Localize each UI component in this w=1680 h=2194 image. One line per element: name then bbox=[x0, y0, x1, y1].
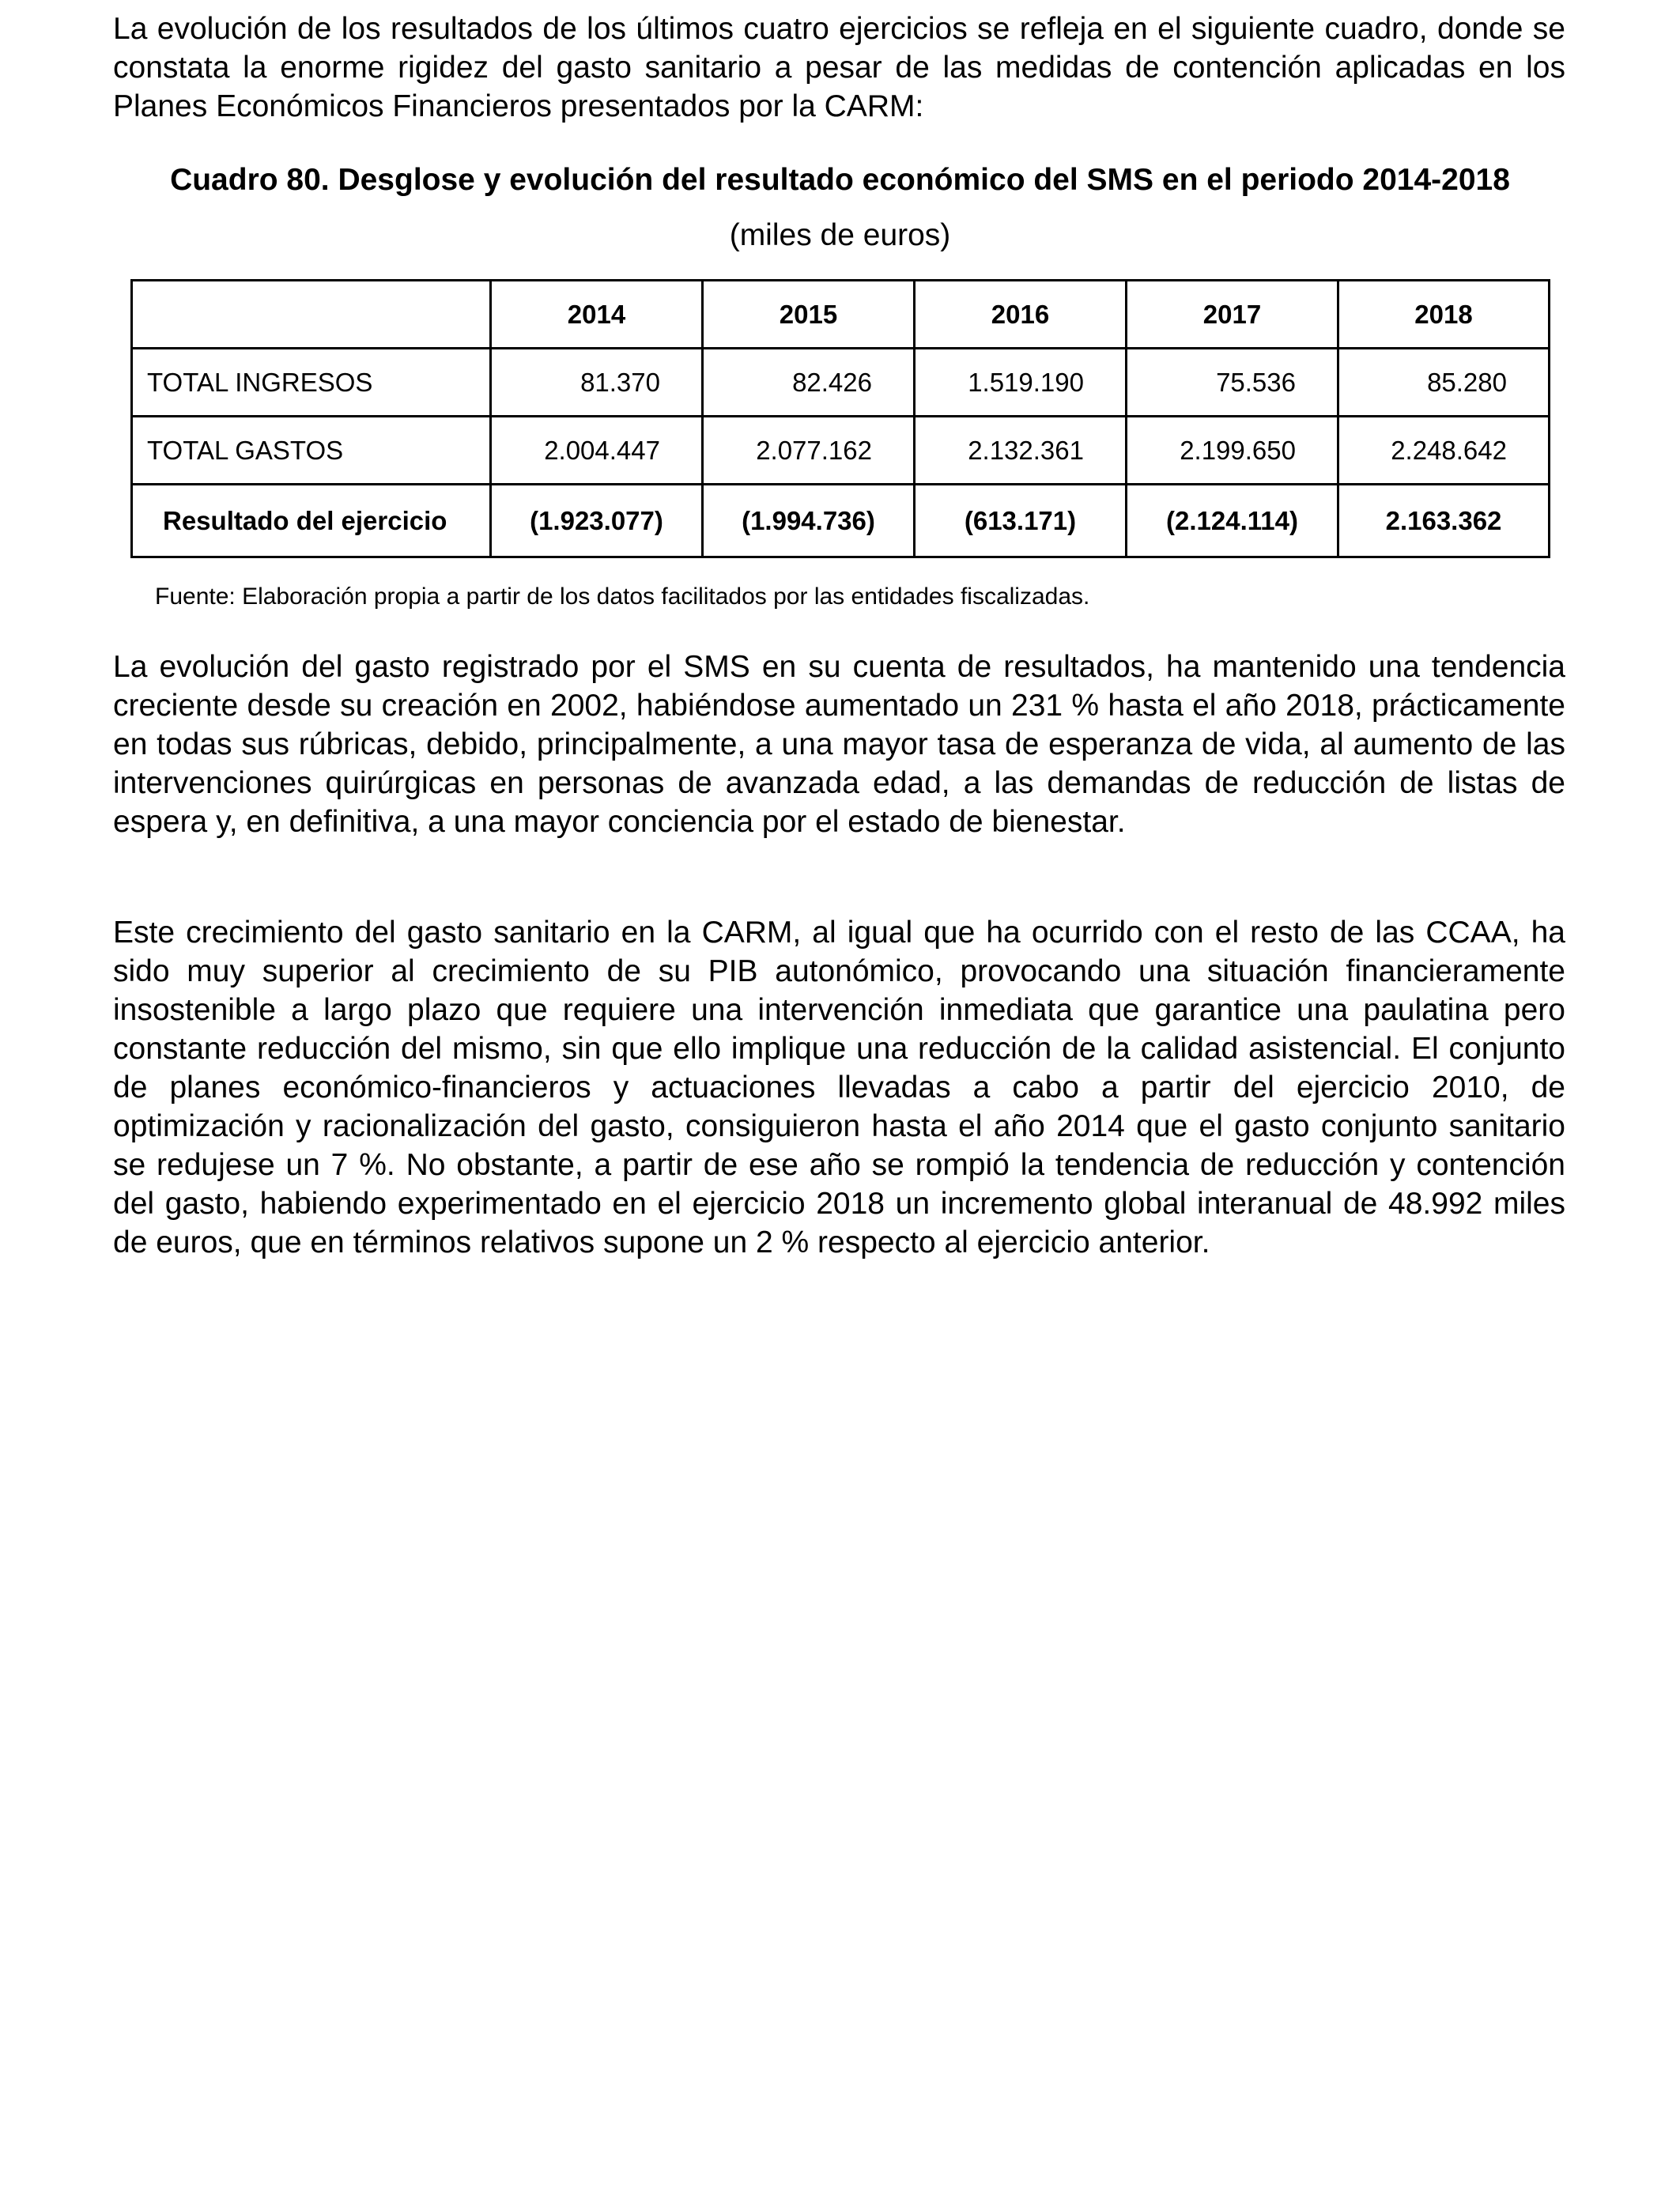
table-row-gastos bbox=[132, 417, 1550, 485]
results-table bbox=[130, 279, 1550, 558]
source-note: Fuente: Elaboración propia a partir de los datos facilitados por las entidades fiscalizadas. bbox=[155, 583, 1090, 610]
table-cell: 2.163.362 bbox=[1338, 485, 1550, 557]
row-label: TOTAL INGRESOS bbox=[132, 349, 491, 417]
year-header: 2016 bbox=[915, 281, 1127, 349]
growth-paragraph: Este crecimiento del gasto sanitario en la CARM, al igual que ha ocurrido con el resto de las CCAA, ha sido muy superior al crecimiento de su PIB autonómico, provocando una situación financieramente insostenible a largo plazo que requiere una intervención inmediata que garantice una paulatina pero constante reducción del mismo, sin que ello implique una reducción de la calidad asistencial. El conjunto de planes económico-financieros y actuaciones llevadas a cabo a partir del ejercicio 2010, de optimización y racionalización del gasto, consiguieron hasta el año 2014 que el gasto conjunto sanitario se redujese un 7 %. No obstante, a partir de ese año se rompió la tendencia de reducción y contención del gasto, habiendo experimentado en el ejercicio 2018 un incremento global interanual de 48.992 miles de euros, que en términos relativos supone un 2 % respecto al ejercicio anterior. bbox=[113, 916, 1565, 1259]
evolution-paragraph: La evolución del gasto registrado por el SMS en su cuenta de resultados, ha mantenido una tendencia creciente desde su creación en 2002, habiéndose aumentado un 231 % hasta el año 2018, prácticamente en todas sus rúbricas, debido, principalmente, a una mayor tasa de esperanza de vida, al aumento de las intervenciones quirúrgicas en personas de avanzada edad, a las demandas de reducción de listas de espera y, en definitiva, a una mayor conciencia por el estado de bienestar. bbox=[113, 650, 1565, 839]
table-cell: 81.370 bbox=[491, 349, 703, 417]
table-cell: 2.004.447 bbox=[491, 417, 703, 485]
table-corner-cell bbox=[132, 281, 491, 349]
table-row-resultado bbox=[132, 485, 1550, 557]
table-header-row bbox=[132, 281, 1550, 349]
year-header: 2017 bbox=[1127, 281, 1338, 349]
table-cell: 2.248.642 bbox=[1338, 417, 1550, 485]
table-unit: (miles de euros) bbox=[729, 218, 951, 252]
table-cell: 2.199.650 bbox=[1127, 417, 1338, 485]
table-cell: (1.994.736) bbox=[703, 485, 915, 557]
intro-paragraph: La evolución de los resultados de los últimos cuatro ejercicios se refleja en el siguiente cuadro, donde se constata la enorme rigidez del gasto sanitario a pesar de las medidas de contención aplicadas en los Planes Económicos Financieros presentados por la CARM: bbox=[113, 12, 1565, 123]
table-cell: 75.536 bbox=[1127, 349, 1338, 417]
row-label: TOTAL GASTOS bbox=[132, 417, 491, 485]
year-header: 2014 bbox=[491, 281, 703, 349]
table-cell: 2.077.162 bbox=[703, 417, 915, 485]
table-row-ingresos bbox=[132, 349, 1550, 417]
year-header: 2018 bbox=[1338, 281, 1550, 349]
table-cell: (2.124.114) bbox=[1127, 485, 1338, 557]
table-cell: (613.171) bbox=[915, 485, 1127, 557]
year-header: 2015 bbox=[703, 281, 915, 349]
table-title: Cuadro 80. Desglose y evolución del resultado económico del SMS en el periodo 2014-2018 bbox=[170, 163, 1510, 197]
row-label: Resultado del ejercicio bbox=[132, 485, 491, 557]
table-cell: (1.923.077) bbox=[491, 485, 703, 557]
table-cell: 85.280 bbox=[1338, 349, 1550, 417]
table-cell: 2.132.361 bbox=[915, 417, 1127, 485]
table-cell: 82.426 bbox=[703, 349, 915, 417]
table-cell: 1.519.190 bbox=[915, 349, 1127, 417]
